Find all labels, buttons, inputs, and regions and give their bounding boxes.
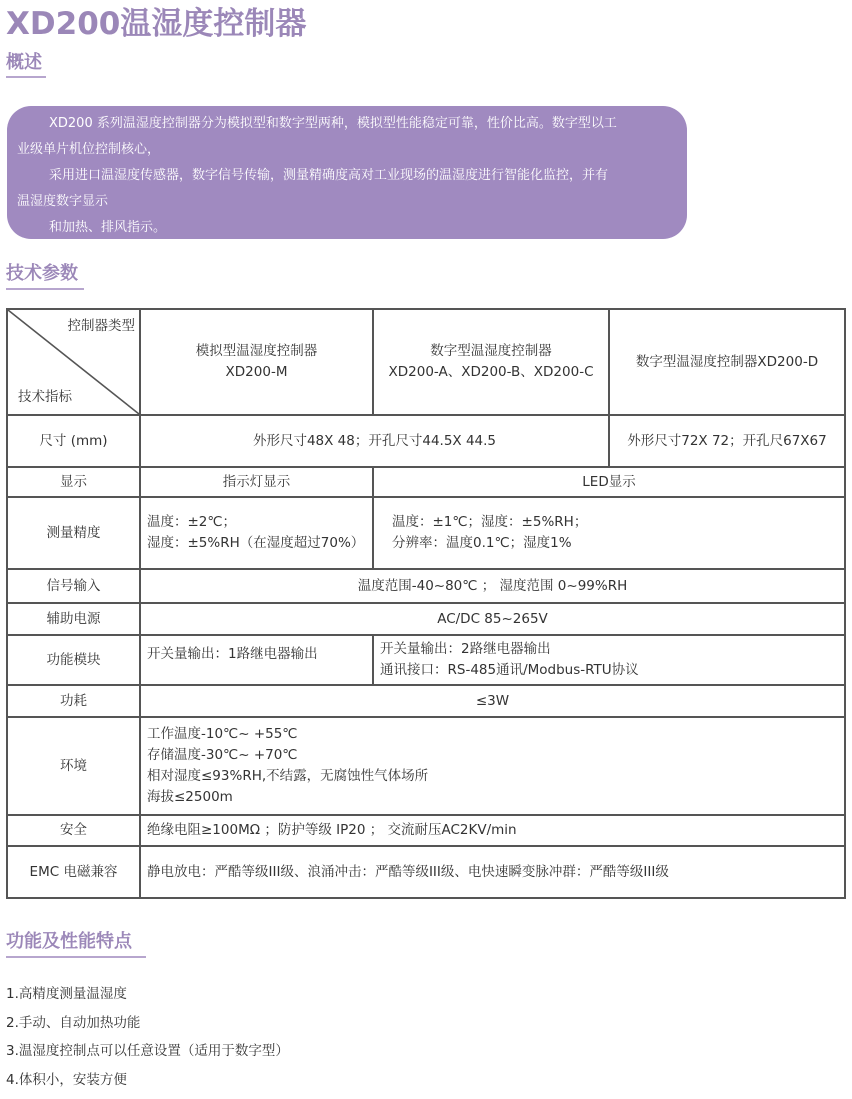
- specs-heading: 技术参数: [6, 263, 78, 284]
- emc-value: 静电放电：严酷等级III级、浪涌冲击：严酷等级III级、电快速瞬变脉冲群：严酷等级III级: [140, 846, 845, 898]
- power-value: AC/DC 85~265V: [140, 603, 845, 635]
- environment-label: 环境: [7, 717, 140, 815]
- list-item: 1.高精度测量温湿度: [6, 986, 127, 1002]
- list-item: 3.温湿度控制点可以任意设置（适用于数字型）: [6, 1043, 289, 1059]
- features-list: [6, 980, 289, 1094]
- size-value-mab: 外形尺寸48X 48；开孔尺寸44.5X 44.5: [140, 415, 609, 467]
- environment-line-3: 相对湿度≤93%RH,不结露，无腐蚀性气体场所: [147, 768, 429, 784]
- accuracy-digital-line-2: 分辨率：温度0.1℃；湿度1%: [392, 535, 572, 551]
- safety-value: 绝缘电阻≥100MΩ ；防护等级 IP20 ； 交流耐压AC2KV/min: [140, 815, 845, 846]
- table-row-power: [7, 603, 845, 635]
- function-digital: [373, 635, 845, 685]
- page-title: XD200温湿度控制器: [6, 6, 307, 42]
- header-digital-abc-name: 数字型温湿度控制器: [430, 343, 552, 359]
- table-row-header: [7, 309, 845, 415]
- table-row-size: [7, 415, 845, 467]
- signal-value: 温度范围-40~80℃ ； 湿度范围 0~99%RH: [140, 569, 845, 603]
- overview-heading: 概述: [6, 52, 42, 73]
- header-analog: [140, 309, 373, 415]
- display-digital: LED显示: [373, 467, 845, 497]
- environment-line-1: 工作温度-10℃~ +55℃: [147, 726, 298, 742]
- table-row-environment: [7, 717, 845, 815]
- features-heading: 功能及性能特点: [6, 931, 132, 952]
- environment-value: [140, 717, 845, 815]
- table-row-signal: [7, 569, 845, 603]
- header-digital-abc: [373, 309, 609, 415]
- accuracy-digital-line-1: 温度：±1℃；湿度：±5%RH；: [392, 514, 588, 530]
- power-label: 辅助电源: [7, 603, 140, 635]
- consumption-value: ≤3W: [140, 685, 845, 717]
- size-label: 尺寸 (mm): [7, 415, 140, 467]
- table-row-accuracy: [7, 497, 845, 569]
- table-row-display: [7, 467, 845, 497]
- overview-line-2: 业级单片机位控制核心，: [17, 142, 161, 157]
- table-row-consumption: [7, 685, 845, 717]
- header-analog-model: XD200-M: [225, 364, 288, 380]
- accuracy-analog-temp: 温度：±2℃；: [147, 514, 237, 530]
- accuracy-label: 测量精度: [7, 497, 140, 569]
- function-digital-comm: 通讯接口：RS-485通讯/Modbus-RTU协议: [380, 662, 639, 678]
- overview-box: [7, 106, 687, 239]
- emc-label: EMC 电磁兼容: [7, 846, 140, 898]
- function-analog: 开关量输出：1路继电器输出: [140, 635, 373, 685]
- function-label: 功能模块: [7, 635, 140, 685]
- safety-label: 安全: [7, 815, 140, 846]
- header-analog-name: 模拟型温湿度控制器: [195, 343, 318, 359]
- accuracy-analog-humidity: 湿度：±5%RH（在湿度超过70%）: [147, 535, 365, 551]
- overview-heading-underline: [6, 76, 46, 78]
- overview-line-3: 采用进口温湿度传感器，数字信号传输，测量精确度高对工业现场的温湿度进行智能化监控，并有: [49, 168, 609, 183]
- features-heading-underline: [6, 956, 146, 958]
- list-item: 2.手动、自动加热功能: [6, 1014, 141, 1031]
- overview-line-1: XD200 系列温湿度控制器分为模拟型和数字型两种，模拟型性能稳定可靠，性价比高。数字型以工: [49, 116, 617, 131]
- list-item: 4.体积小，安装方便: [6, 1071, 127, 1088]
- overview-line-5: 和加热、排风指示。: [49, 220, 167, 235]
- table-row-function: [7, 635, 845, 685]
- environment-line-2: 存储温度-30℃~ +70℃: [147, 747, 298, 763]
- size-value-d: 外形尺寸72X 72；开孔尺67X67: [609, 415, 845, 467]
- environment-line-4: 海拔≤2500m: [147, 789, 233, 805]
- header-digital-abc-models: XD200-A、XD200-B、XD200-C: [388, 364, 594, 380]
- display-label: 显示: [7, 467, 140, 497]
- header-digital-d: 数字型温湿度控制器XD200-D: [609, 309, 845, 415]
- corner-top-label: 控制器类型: [67, 318, 135, 334]
- overview-line-4: 温湿度数字显示: [17, 194, 109, 209]
- function-digital-output: 开关量输出：2路继电器输出: [380, 641, 551, 657]
- corner-bottom-label: 技术指标: [18, 389, 72, 405]
- accuracy-analog: [140, 497, 373, 569]
- table-row-safety: [7, 815, 845, 846]
- table-row-emc: [7, 846, 845, 898]
- signal-label: 信号输入: [7, 569, 140, 603]
- consumption-label: 功耗: [7, 685, 140, 717]
- corner-cell: [7, 309, 140, 415]
- display-analog: 指示灯显示: [140, 467, 373, 497]
- specs-heading-underline: [6, 288, 84, 290]
- spec-table: [6, 308, 846, 899]
- accuracy-digital: [373, 497, 845, 569]
